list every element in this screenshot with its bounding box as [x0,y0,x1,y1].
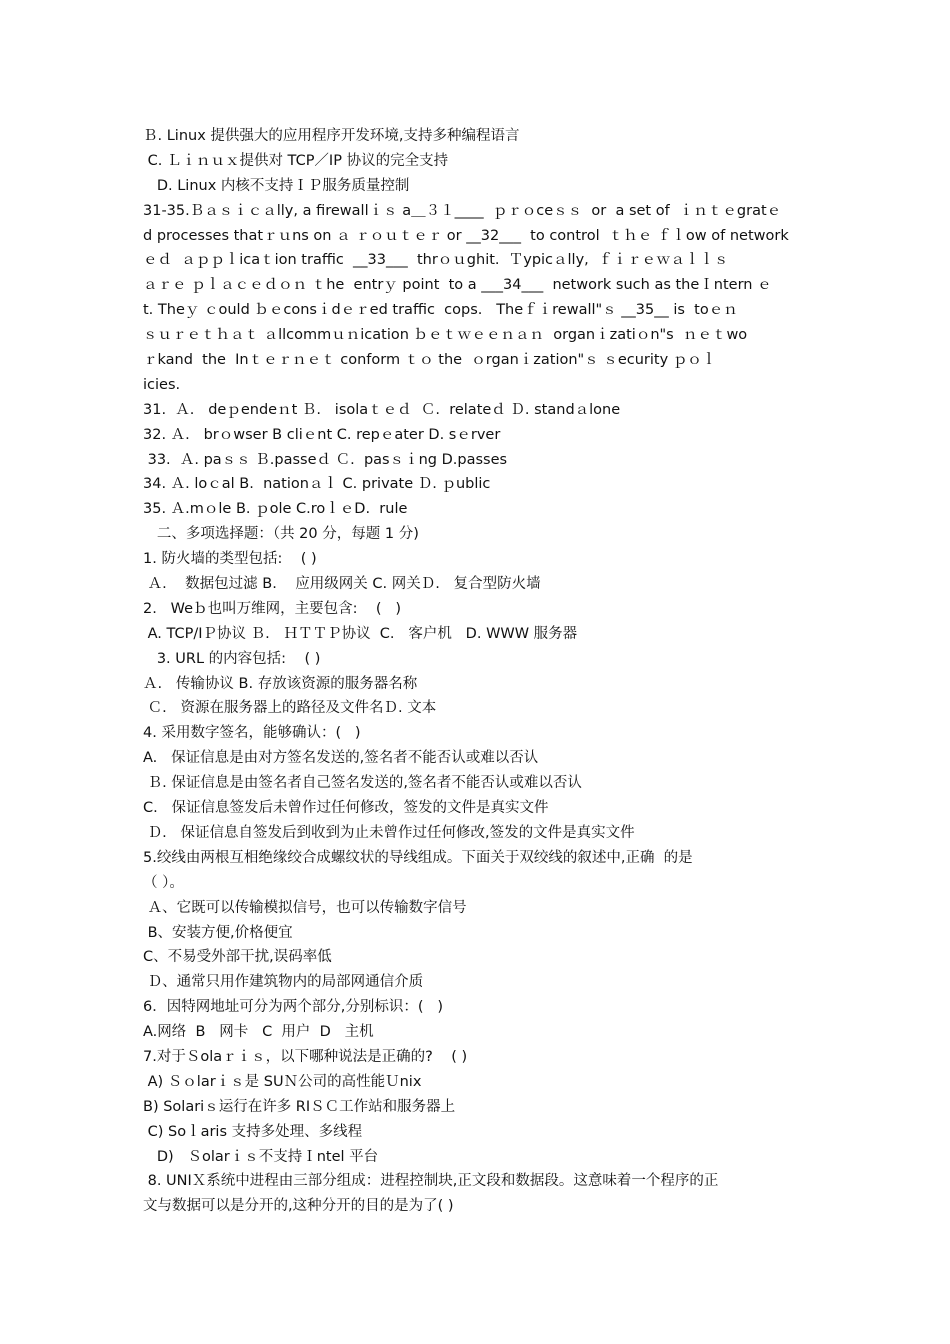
text-line: B、安装方便,价格便宜 [143,924,293,941]
text-line: 31-35.Ｂａｓｉｃａlly, a firewallｉｓ a＿３１____ ｐｒｏceｓｓ or a set of ｉｎｔｅgratｅ [143,202,782,219]
text-line: C) Soｌaris 支持多处理、多线程 [143,1123,363,1140]
text-line: icies. [143,376,181,393]
text-line: Ａ. 传输协议 B. 存放该资源的服务器名称 [143,675,418,692]
text-line: d processes thatｒｕns on ａ ｒｏｕｔｅｒ or __32___ to control ｔｈｅ ｆｌow of network [143,227,789,244]
text-line: Ｄ. 保证信息自签发后到收到为止未曾作过任何修改,签发的文件是真实文件 [143,824,635,841]
text-line: Ｂ. 保证信息是由签名者自己签名发送的,签名者不能否认或难以否认 [143,775,582,792]
text-line: 33. Ａ. paｓｓ Ｂ.passeｄ Ｃ. pasｓｉng D.passes [143,451,508,468]
text-line: Ａ、它既可以传输模拟信号，也可以传输数字信号 [143,899,467,916]
text-line: 2. Weｂ也叫万维网，主要包含: ( ) [143,600,402,617]
text-line: A.网络 B 网卡 C 用户 D 主机 [143,1024,374,1041]
text-line: 35. Ａ.mｏle B. ｐole C.roｌｅD. rule [143,501,408,518]
text-line: C. Ｌｉｎｕｘ提供对 TCP／IP 协议的完全支持 [143,152,449,169]
text-line: 文与数据可以是分开的,这种分开的目的是为了( ) [143,1198,454,1215]
text-line: A) Ｓｏlarｉｓ是 SUＮ公司的高性能Ｕnix [143,1073,422,1090]
text-line: A. 保证信息是由对方签名发送的,签名者不能否认或难以否认 [143,750,539,767]
text-line: ａｒｅ ｐｌａｃｅｄｏｎ ｔhe entrｙ point to a ___34___ network such as theＩntern ｅ [143,277,772,294]
text-line: Ａ. 数据包过滤 B. 应用级网关 C. 网关Ｄ. 复合型防火墙 [143,576,541,593]
text-line: A. TCP/IＰ协议 Ｂ. ＨＴＴＰ协议 C. 客户机 D. WWW 服务器 [143,625,578,642]
text-line: ｅｄ ａｐｐｌicaｔion traffic __33___ thrｏｕghit. Ｔypicａlly, ｆｉｒｅｗａｌｌｓ [143,252,729,269]
document-body [143,124,809,1219]
text-line: 1. 防火墙的类型包括: ( ) [143,551,317,568]
text-line: 二、多项选择题：（共 20 分，每题 1 分) [143,526,419,543]
text-line: 34. Ａ. loｃal B. nationａｌ C. private Ｄ. ｐublic [143,476,491,493]
text-line: Ｃ. 资源在服务器上的路径及文件名Ｄ. 文本 [143,700,437,717]
text-line: B) Solariｓ运行在许多 RIＳＣ工作站和服务器上 [143,1098,456,1115]
text-line: t. Theｙ ｃould ｂｅconsｉdｅｒed traffic cops. Theｆｉrewall"ｓ __35__ is toｅｎ [143,302,738,319]
text-line: ｓｕｒｅｔｈａｔ ａllcommｕｎication ｂｅｔｗｅｅｎａｎ organｉzatiｏn"s ｎｅｔwo [143,327,748,344]
text-line: C. 保证信息签发后未曾作过任何修改，签发的文件是真实文件 [143,800,549,817]
text-line: 4. 采用数字签名，能够确认：( ) [143,725,361,742]
text-line: ｒkand the Inｔｅｒｎｅｔ conform ｔｏ the ｏrganｉzation"ｓ ｓecurity ｐｏｌ [143,352,717,369]
text-line: D. Linux 内核不支持ＩＰ服务质量控制 [143,177,410,194]
text-line: Ｄ、通常只用作建筑物内的局部网通信介质 [143,974,424,991]
text-line: 6．因特网地址可分为两个部分,分别标识：( ) [143,999,443,1016]
text-line: 32. Ａ. brｏwser B cliｅnt C. repｅater D. sｅrver [143,426,501,443]
text-line: 3. URL 的内容包括: ( ) [143,650,321,667]
text-line: 5.绞线由两根互相绝缘绞合成螺纹状的导线组成。下面关于双绞线的叙述中,正确 的是 [143,849,693,866]
text-line: （ ）。 [143,874,184,891]
text-line: 7.对于Ｓolaｒｉｓ，以下哪种说法是正确的? ( ) [143,1048,468,1065]
text-line: Ｂ. Linux 提供强大的应用程序开发环境,支持多种编程语言 [143,128,520,144]
text-line: D) Ｓolarｉｓ不支持Ｉntel 平台 [143,1148,379,1165]
text-line: 31. Ａ. deｐendeｎt Ｂ. isolaｔｅｄ Ｃ. relateｄ Ｄ. standａlone [143,401,621,418]
text-line: 8. UNIＸ系统中进程由三部分组成：进程控制块,正文段和数据段。这意味着一个程序的正 [143,1173,719,1190]
text-line: C、不易受外部干扰,误码率低 [143,949,332,966]
